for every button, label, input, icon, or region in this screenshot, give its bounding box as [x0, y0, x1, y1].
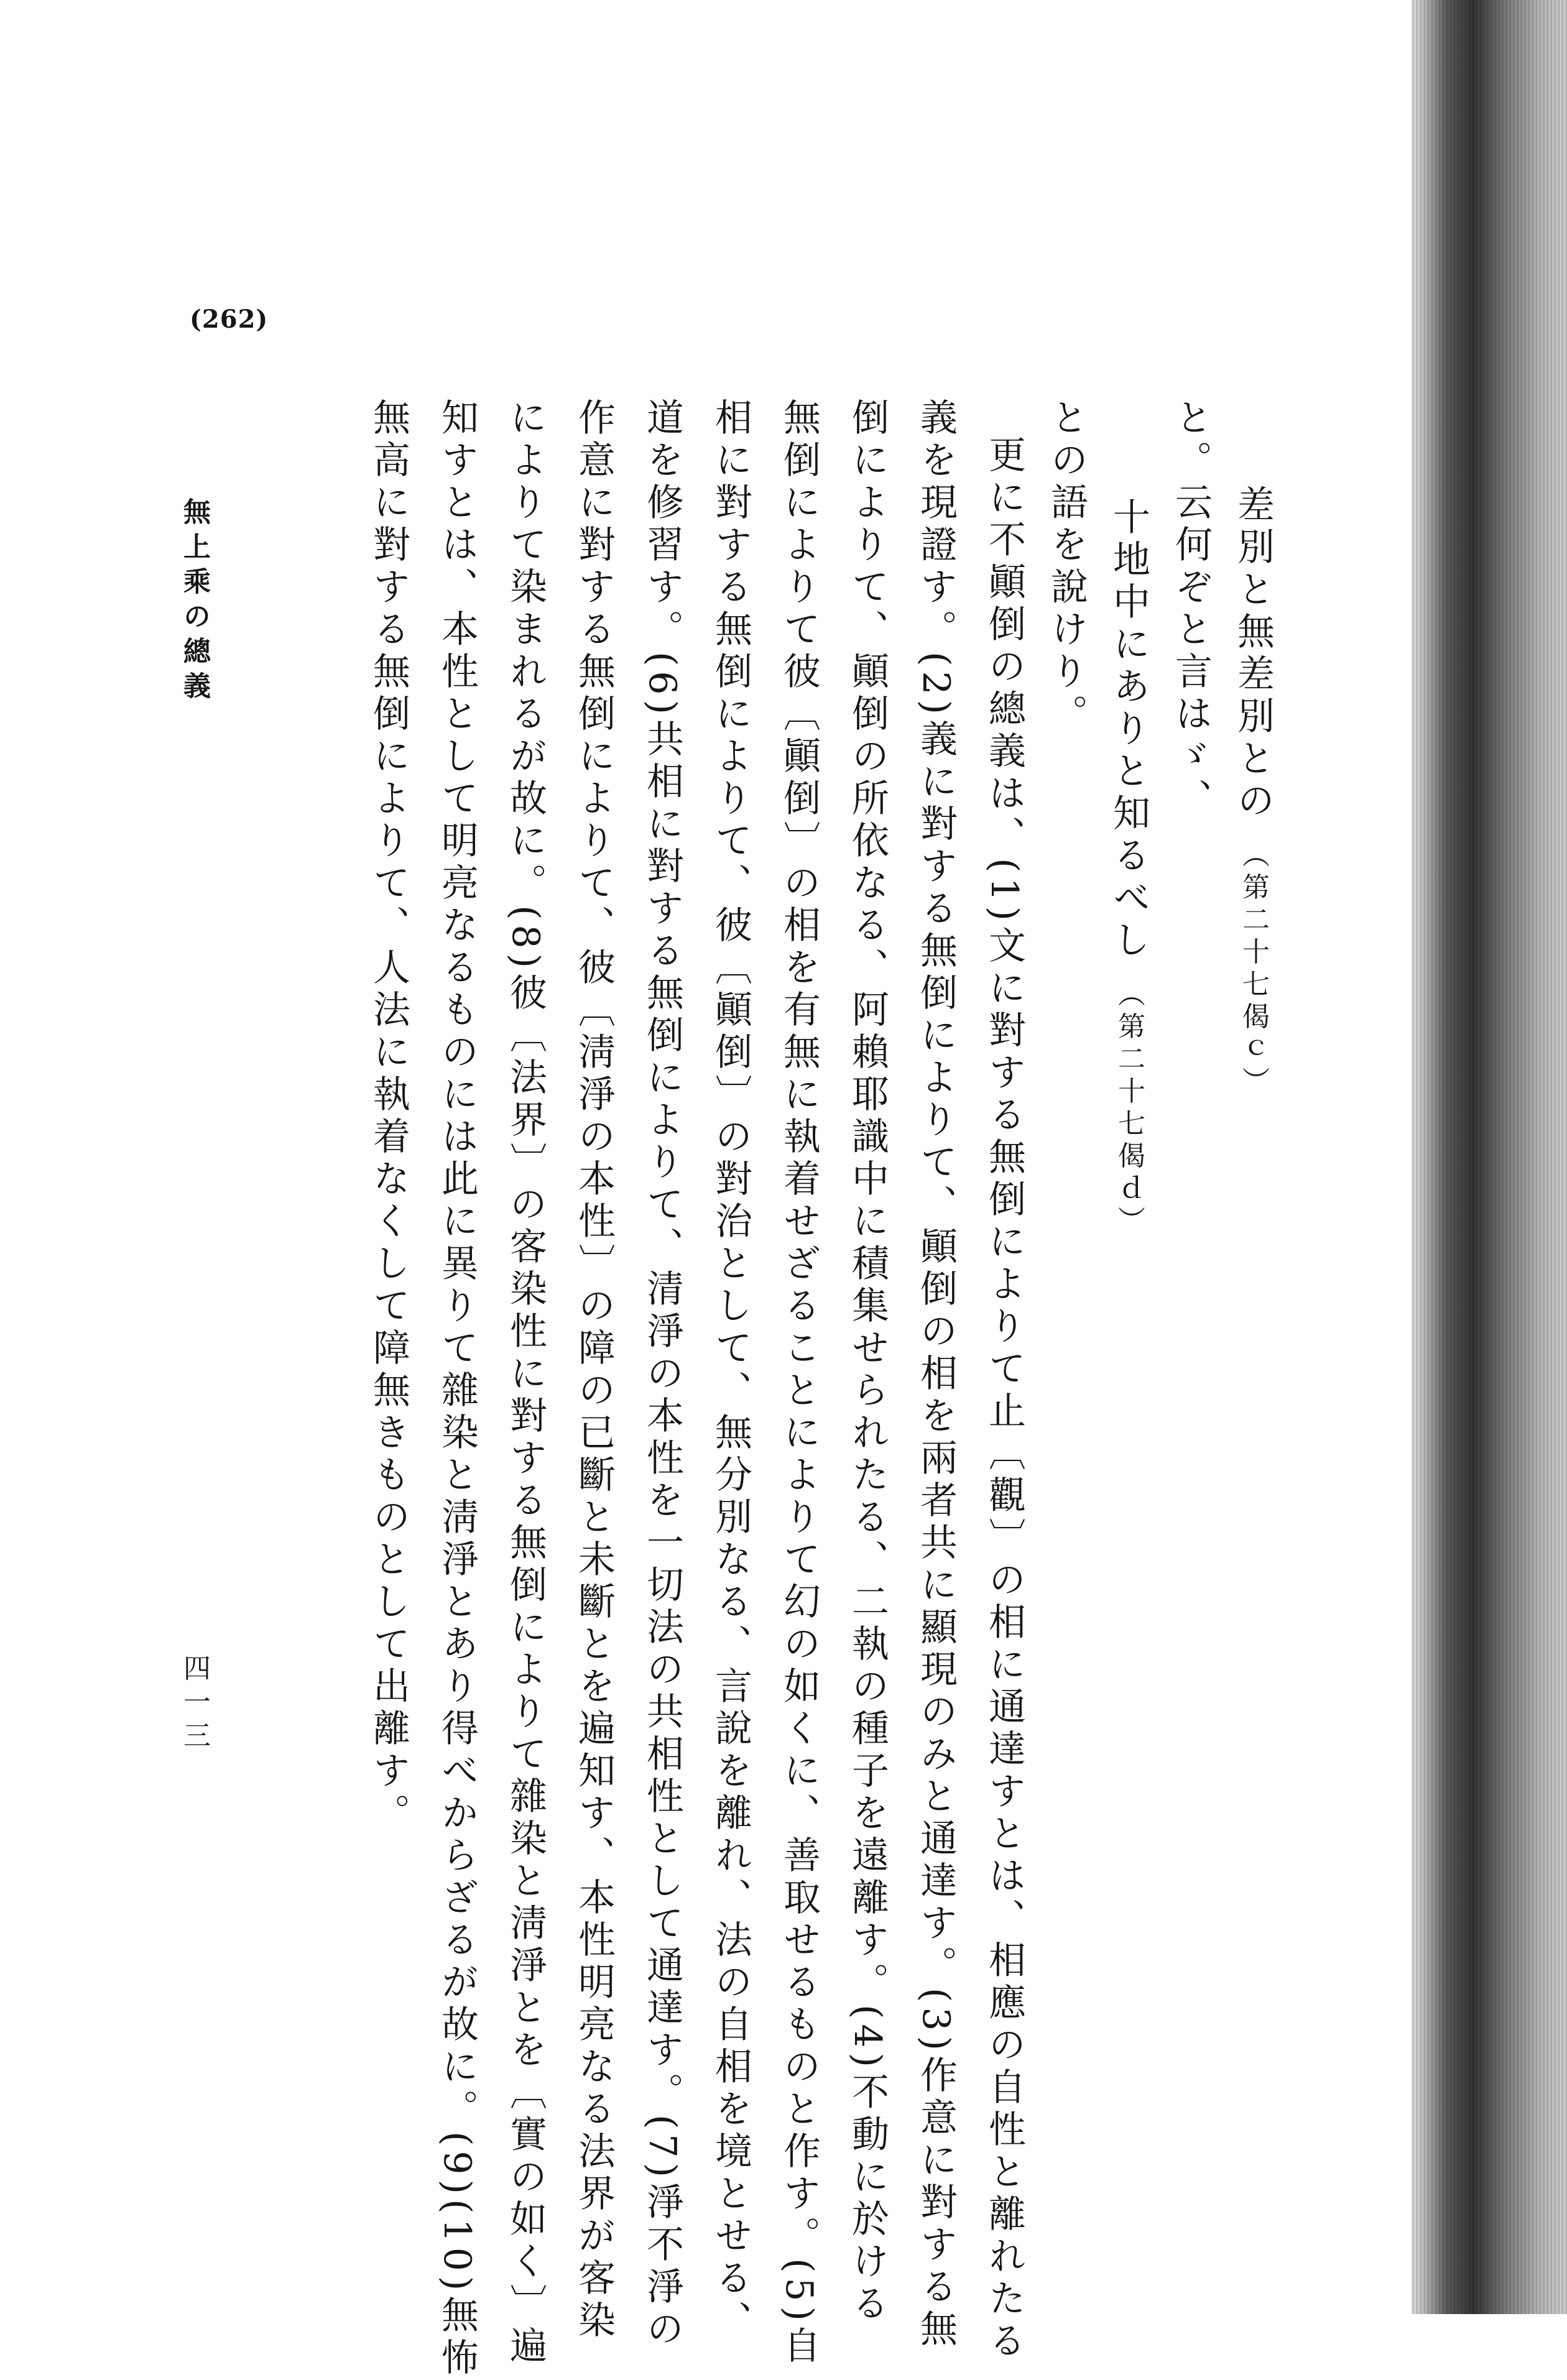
verse-line-2-text: 十地中にありと知るべし	[1107, 497, 1150, 962]
body-line: 相に對する無倒によりて、彼〔顚倒〕の對治として、無分別なる、言說を離れ、法の自相を境とせる、	[709, 398, 752, 2343]
verse-line-2	[1101, 497, 1157, 1238]
body-line: 無高に對する無倒によりて、人法に執着なくして障無きものとして出離す。	[367, 398, 410, 1835]
body-line: 道を修習す。(6)共相に對する無倒によりて、清淨の本性を一切法の共相性として通達す。(7)淨不淨の	[640, 398, 684, 2351]
verse-line-2-note: （第二十七偈ｄ）	[1113, 979, 1145, 1238]
body-line: 更に不顚倒の總義は、(1)文に對する無倒によりて止〔觀〕の相に通達すとは、相應の自性と離れたる	[982, 435, 1026, 2363]
running-title: 無上乘の總義	[178, 497, 210, 706]
verse-line-1-text: 差別と無差別との	[1231, 485, 1275, 823]
page-number-top: (262)	[190, 305, 269, 334]
verse-line-1	[1225, 485, 1281, 1099]
body-line: との語を說けり。	[1045, 398, 1088, 736]
body-line: と。云何ぞと言はゞ、	[1169, 398, 1213, 821]
body-line: 無倒によりて彼〔顚倒〕の相を有無に執着せざることによりて幻の如くに、善取せるものと作す。(5)自	[777, 398, 821, 2368]
folio-number: 四一三	[178, 1654, 210, 1755]
verse-line-1-note: （第二十七偈ｃ）	[1237, 840, 1269, 1099]
body-line: 知すとは、本性として明亮なるものには此に異りて雜染と淸淨とあり得べからざるが故に。(9)(10)無怖	[435, 398, 479, 2380]
body-line: によりて染まれるが故に。(8)彼〔法界〕の客染性に對する無倒によりて雜染と淸淨とを〔實の如く〕遍	[504, 398, 547, 2368]
body-line: 義を現證す。(2)義に對する無倒によりて、顚倒の相を兩者共に顯現のみと通達す。(3)作意に對する無	[914, 398, 958, 2351]
book-spine-shadow	[1412, 0, 1567, 2314]
vertical-text-block	[205, 398, 1300, 2380]
body-line: 倒によりて、顚倒の所依なる、阿賴耶識中に積集せられたる、二執の種子を遠離す。(4)不動に於ける	[846, 398, 889, 2326]
body-line: 作意に對する無倒によりて、彼〔淸淨の本性〕の障の已斷と未斷とを遍知す、本性明亮なる法界が客染	[572, 398, 616, 2343]
